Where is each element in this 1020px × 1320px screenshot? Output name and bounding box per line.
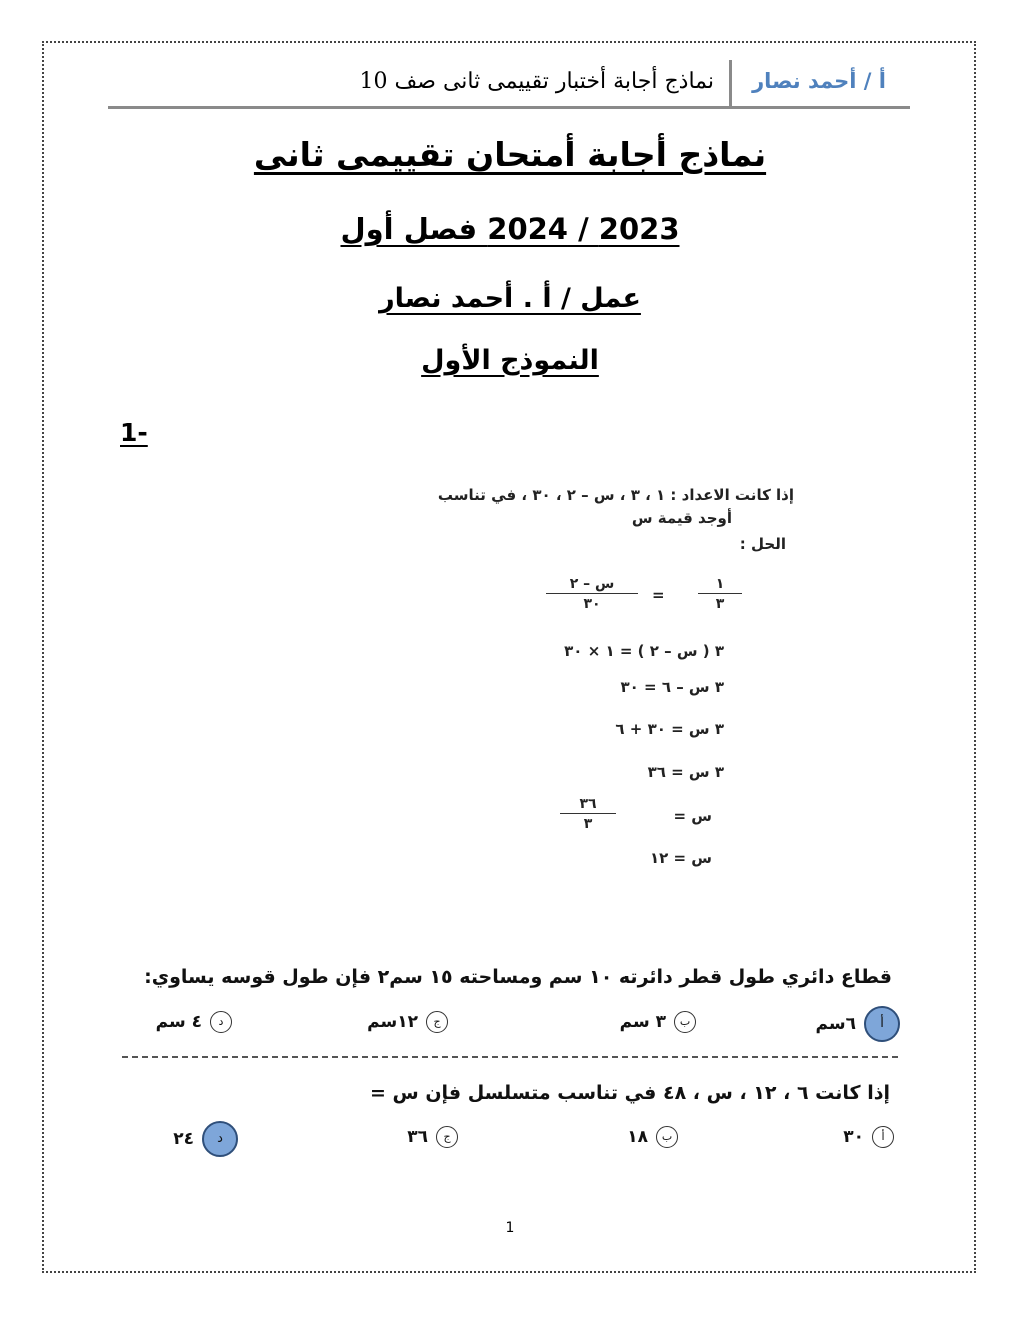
q2-option-a-label: ٦سم: [815, 1014, 856, 1034]
step-6: س = ١٢: [649, 849, 712, 867]
q2-option-c-label: ١٢سم: [367, 1012, 418, 1032]
model-title: النموذج الأول: [421, 345, 599, 376]
fraction-equals: =: [652, 586, 667, 604]
q3-option-d[interactable]: [173, 1121, 238, 1157]
header-author: أ / أحمد نصار: [752, 69, 886, 93]
year-title: 2023 / 2024 فصل أول: [340, 212, 680, 246]
q3-option-a-circle: أ: [872, 1126, 894, 1148]
q3-option-d-label: ٢٤: [173, 1129, 194, 1149]
q2-option-d[interactable]: [156, 1011, 232, 1033]
problem-line-2: أوجد قيمة س: [631, 509, 732, 527]
q2-option-a-circle: أ: [864, 1006, 900, 1042]
fraction-left-numerator: س – ٢: [546, 576, 638, 594]
question-3-text: إذا كانت ٦ ، ١٢ ، س ، ٤٨ في تناسب متسلسل فإن س =: [369, 1082, 890, 1104]
q3-option-b-circle: ب: [656, 1126, 678, 1148]
step-2: ٣ س – ٦ = ٣٠: [620, 678, 724, 696]
step-5-denominator: ٣: [583, 816, 593, 832]
header-divider: [729, 60, 732, 106]
q3-option-b[interactable]: [627, 1126, 678, 1148]
step-5-lhs: س =: [673, 807, 712, 825]
q2-option-b-label: ٣ سم: [619, 1012, 666, 1032]
q2-option-c[interactable]: [367, 1011, 448, 1033]
q3-option-b-label: ١٨: [627, 1127, 648, 1147]
q3-option-a[interactable]: [843, 1126, 894, 1148]
step-5-fraction: [560, 796, 616, 832]
step-1: ٣ ( س – ٢ ) = ١ × ٣٠: [564, 642, 724, 660]
q3-option-c-label: ٣٦: [407, 1127, 428, 1147]
problem-line-1: إذا كانت الاعداد : ١ ، ٣ ، س – ٢ ، ٣٠ ، في تناسب: [437, 486, 794, 504]
q2-option-d-label: ٤ سم: [155, 1012, 202, 1032]
q3-option-c-circle: ج: [436, 1126, 458, 1148]
q3-option-c[interactable]: [407, 1126, 458, 1148]
dashed-divider: [122, 1056, 898, 1058]
fraction-right-denominator: ٣: [715, 596, 725, 612]
q3-option-d-circle: د: [202, 1121, 238, 1157]
q2-option-b[interactable]: [620, 1011, 696, 1033]
step-4: ٣ س = ٣٦: [647, 763, 724, 781]
step-5-numerator: ٣٦: [560, 796, 616, 814]
q2-option-b-circle: ب: [674, 1011, 696, 1033]
fraction-left-denominator: ٣٠: [583, 596, 601, 612]
question-number: 1-: [120, 418, 148, 447]
fraction-right-numerator: ١: [698, 576, 742, 594]
q2-option-d-circle: د: [210, 1011, 232, 1033]
author-title: عمل / أ . أحمد نصار: [379, 283, 641, 314]
page-header: [108, 60, 910, 109]
fraction-left: [546, 576, 638, 612]
solution-label: الحل :: [739, 535, 786, 553]
q3-option-a-label: ٣٠: [843, 1127, 864, 1147]
q2-option-c-circle: ج: [426, 1011, 448, 1033]
main-title: نماذج أجابة أمتحان تقييمى ثانى: [253, 135, 767, 174]
question-2-text: قطاع دائري طول قطر دائرته ١٠ سم ومساحته ١٥ سم٢ فإن طول قوسه يساوي:: [144, 966, 892, 988]
step-3: ٣ س = ٣٠ + ٦: [615, 720, 724, 738]
page-number: 1: [505, 1220, 515, 1236]
fraction-right: [698, 576, 742, 612]
header-title: نماذج أجابة أختبار تقييمى ثانى صف 10: [359, 69, 714, 94]
q2-option-a[interactable]: [816, 1006, 900, 1042]
